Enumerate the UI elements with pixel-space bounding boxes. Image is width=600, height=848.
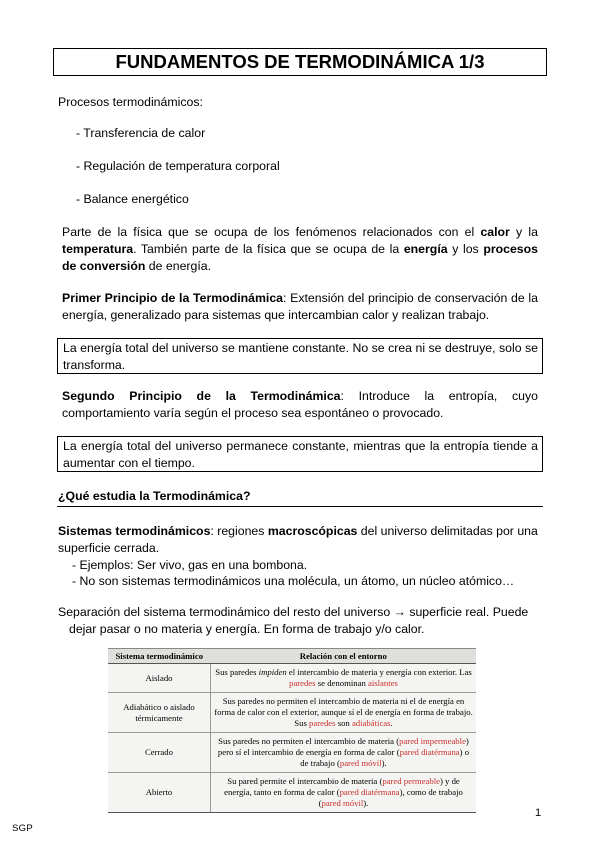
table-cell-cerrado: Cerrado: [108, 733, 211, 773]
table-row: [108, 773, 476, 813]
segundo-principio-paragraph: Segundo Principio de la Termodinámica: Introduce la entropía, cuyo comportamiento varía según el proceso sea espontáneo o provocado.: [62, 389, 538, 420]
section-divider: [57, 506, 543, 507]
procesos-heading: Procesos termodinámicos:: [58, 95, 203, 109]
segundo-principio-box: La energía total del universo permanece constante, mientras que la entropía tiende a aumentar con el tiempo.: [57, 436, 543, 472]
page-title: FUNDAMENTOS DE TERMODINÁMICA 1/3: [53, 48, 547, 76]
table-header-sistema: Sistema termodinámico: [108, 649, 211, 664]
table-cell-cerrado-relacion: Sus paredes no permiten el intercambio de materia (pared impermeable) pero sí el intercambio de energía en forma de calor (pared diatérmana) o de trabajo (pared móvil).: [211, 733, 477, 773]
procesos-item-3: - Balance energético: [76, 192, 189, 206]
author-mark: SGP: [12, 823, 33, 834]
table-cell-abierto-relacion: Su pared permite el intercambio de materia (pared permeable) y de energía, tanto en forma de calor (pared diatérmana), como de trabajo (pared móvil).: [211, 773, 477, 813]
sistemas-table: [108, 648, 476, 813]
table-cell-adiabatico: Adiabático o aislado térmicamente: [108, 693, 211, 733]
definicion-paragraph: Parte de la física que se ocupa de los fenómenos relacionados con el calor y la temperatura. También parte de la física que se ocupa de la energía y los procesos de conversión de energía.: [62, 225, 538, 273]
primer-principio-paragraph: Primer Principio de la Termodinámica: Extensión del principio de conservación de la energía, generalizado para sistemas que intercambian calor y realizan trabajo.: [62, 291, 539, 322]
procesos-item-1: - Transferencia de calor: [76, 126, 206, 140]
separacion-line-2: dejar pasar o no materia y energía. En forma de trabajo y/o calor.: [69, 622, 425, 636]
table-row: [108, 733, 476, 773]
table-cell-abierto: Abierto: [108, 773, 211, 813]
table-cell-adiabatico-relacion: Sus paredes no permiten el intercambio de materia ni el de energía en forma de calor con el exterior, aunque sí el de energía en forma de trabajo. Sus paredes son adiabáticas.: [211, 693, 477, 733]
table-row: [108, 693, 476, 733]
sistemas-ejemplo-1: - Ejemplos: Ser vivo, gas en una bombona.: [72, 558, 308, 572]
procesos-item-2: - Regulación de temperatura corporal: [76, 159, 280, 173]
table-cell-aislado: Aislado: [108, 664, 211, 693]
primer-principio-box: La energía total del universo se mantiene constante. No se crea ni se destruye, solo se transforma.: [57, 338, 543, 374]
table-header-row: [108, 649, 476, 664]
sistemas-ejemplo-2: - No son sistemas termodinámicos una molécula, un átomo, un núcleo atómico…: [72, 574, 515, 588]
estudia-heading: ¿Qué estudia la Termodinámica?: [58, 489, 251, 503]
sistemas-paragraph: Sistemas termodinámicos: regiones macroscópicas del universo delimitadas por una superficie cerrada.: [58, 524, 538, 555]
table-header-relacion: Relación con el entorno: [211, 649, 477, 664]
table-row: [108, 664, 476, 693]
page-number: 1: [535, 807, 542, 819]
separacion-line-1: Separación del sistema termodinámico del resto del universo → superficie real. Puede: [58, 605, 529, 619]
table-cell-aislado-relacion: Sus paredes impiden el intercambio de materia y energía con exterior. Las paredes se denominan aislantes: [211, 664, 477, 693]
